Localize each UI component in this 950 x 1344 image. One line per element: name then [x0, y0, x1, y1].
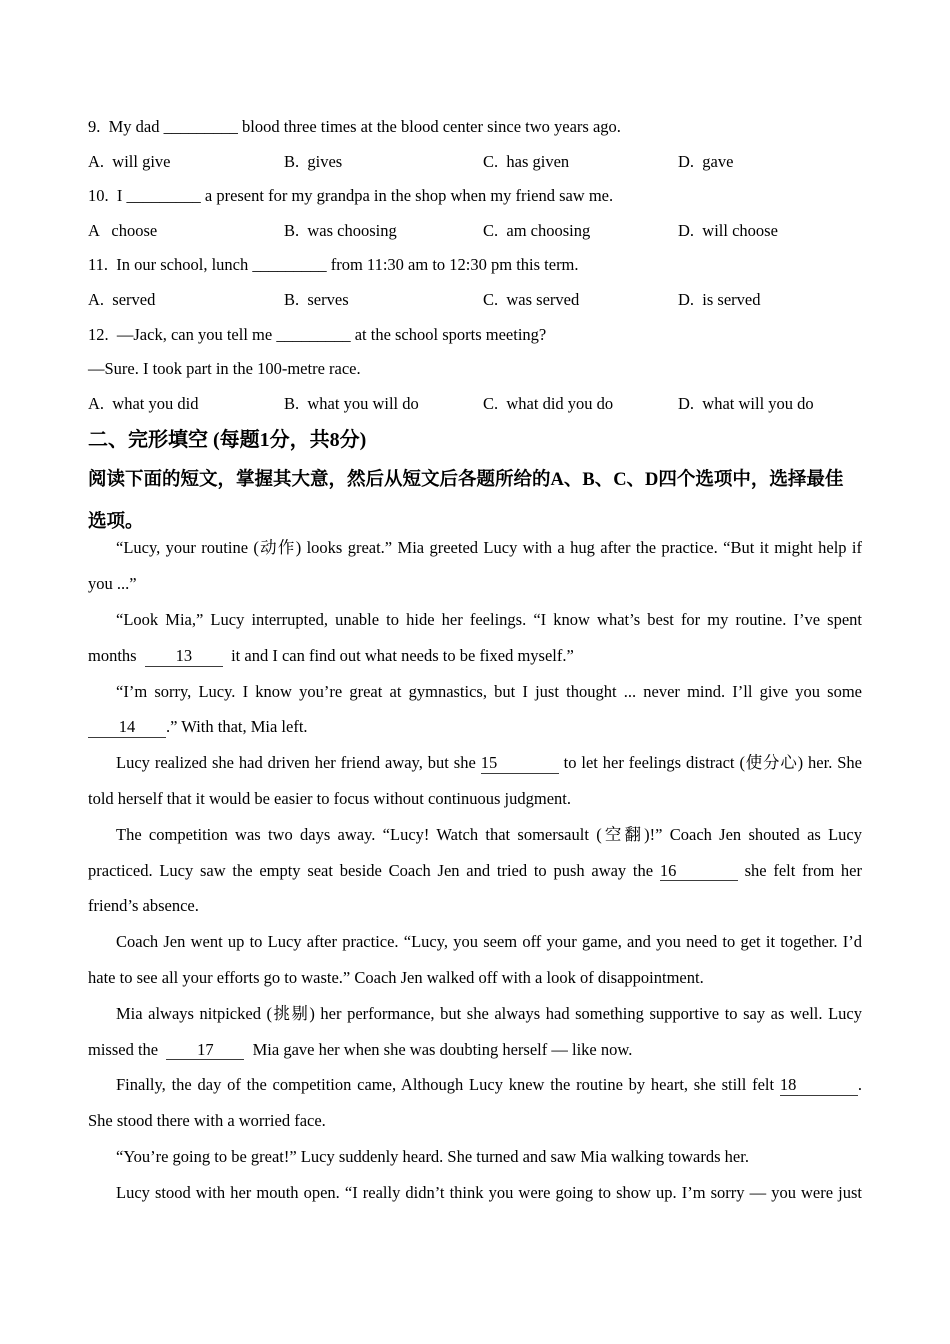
passage-line: hate to see all your efforts go to waste.” Coach Jen walked off with a look of disappointment. [88, 967, 704, 987]
answer-option[interactable]: C. am choosing [483, 220, 591, 240]
passage-line: “You’re going to be great!” Lucy suddenly heard. She turned and saw Mia walking towards her. [116, 1146, 749, 1166]
passage-line: She stood there with a worried face. [88, 1111, 326, 1131]
answer-option[interactable]: A. what you did [88, 393, 199, 413]
answer-option[interactable]: B. was choosing [284, 220, 397, 240]
cloze-blank-17[interactable]: 17 [166, 1040, 244, 1061]
answer-option[interactable]: A. served [88, 289, 156, 309]
answer-option[interactable]: C. what did you do [483, 393, 614, 413]
passage-line: told herself that it would be easier to focus without continuous judgment. [88, 788, 571, 808]
question-9-option-row [88, 145, 862, 180]
question-12-line: 12. —Jack, can you tell me _________ at the school sports meeting? [88, 324, 547, 344]
question-10-option-row [88, 214, 862, 249]
page-content [88, 110, 862, 1210]
question-11-line: 11. In our school, lunch _________ from 11:30 am to 12:30 pm this term. [88, 255, 579, 275]
section-header: 二、完形填空 (每题1分，共8分) [88, 429, 367, 452]
passage-line: Lucy stood with her mouth open. “I really didn’t think you were going to show up. I’m sorry — you were just [116, 1182, 862, 1202]
passage-line: Mia always nitpicked (挑剔) her performance, but she always had something supportive to say as well. Lucy [116, 1003, 862, 1023]
answer-option[interactable]: B. what you will do [284, 393, 419, 413]
question-10-line: 10. I _________ a present for my grandpa in the shop when my friend saw me. [88, 186, 614, 206]
answer-option[interactable]: D. gave [678, 151, 734, 171]
answer-option[interactable]: D. will choose [678, 220, 778, 240]
cloze-blank-14[interactable]: 14 [88, 717, 166, 738]
cloze-blank-16[interactable]: 16 [660, 861, 738, 882]
answer-option[interactable]: B. gives [284, 151, 343, 171]
answer-option[interactable]: D. what will you do [678, 393, 814, 413]
instructions-line-2: 选项。 [88, 512, 144, 533]
passage-line: The competition was two days away. “Lucy! Watch that somersault (空翻)!” Coach Jen shouted as Lucy [116, 824, 862, 844]
question-12-line: —Sure. I took part in the 100-metre race. [88, 359, 361, 379]
passage-line: “I’m sorry, Lucy. I know you’re great at gymnastics, but I just thought ... never mind. I’ll give you some [116, 681, 862, 701]
passage-line: “Lucy, your routine (动作) looks great.” Mia greeted Lucy with a hug after the practice. “But it might help if [116, 538, 862, 558]
passage-line: “Look Mia,” Lucy interrupted, unable to hide her feelings. “I know what’s best for my routine. I’ve spent [116, 609, 862, 629]
answer-option[interactable]: B. serves [284, 289, 349, 309]
passage-line: Coach Jen went up to Lucy after practice. “Lucy, you seem off your game, and you need to get it together. I’d [116, 932, 862, 952]
answer-option[interactable]: A. will give [88, 151, 171, 171]
passage-line: friend’s absence. [88, 896, 199, 916]
passage-line: 14 .” With that, Mia left. [88, 709, 862, 745]
question-12-option-row [88, 387, 862, 422]
question-11-option-row [88, 283, 862, 318]
answer-option[interactable]: D. is served [678, 289, 761, 309]
passage-line: missed the 17 Mia gave her when she was doubting herself — like now. [88, 1039, 633, 1059]
instructions-line-1: 阅读下面的短文，掌握其大意，然后从短文后各题所给的A、B、C、D四个选项中，选择最佳 [88, 470, 844, 491]
cloze-blank-18[interactable]: 18 [780, 1075, 858, 1096]
answer-option[interactable]: C. was served [483, 289, 580, 309]
answer-option[interactable]: A choose [88, 220, 158, 240]
passage-line: Finally, the day of the competition came, Although Lucy knew the routine by heart, she still felt 18 . [116, 1075, 862, 1095]
passage-line: Lucy realized she had driven her friend away, but she 15 to let her feelings distract (使分心) her. She [116, 753, 862, 773]
passage-line: you ...” [88, 574, 137, 594]
answer-option[interactable]: C. has given [483, 151, 570, 171]
cloze-passage [88, 530, 862, 1210]
cloze-blank-15[interactable]: 15 [481, 753, 559, 774]
question-9-line: 9. My dad _________ blood three times at the blood center since two years ago. [88, 117, 621, 136]
passage-line: months 13 it and I can find out what needs to be fixed myself.” [88, 645, 574, 665]
cloze-blank-13[interactable]: 13 [145, 646, 223, 667]
question-list [88, 110, 862, 421]
passage-line: practiced. Lucy saw the empty seat beside Coach Jen and tried to push away the 16 she felt from her [88, 860, 862, 880]
